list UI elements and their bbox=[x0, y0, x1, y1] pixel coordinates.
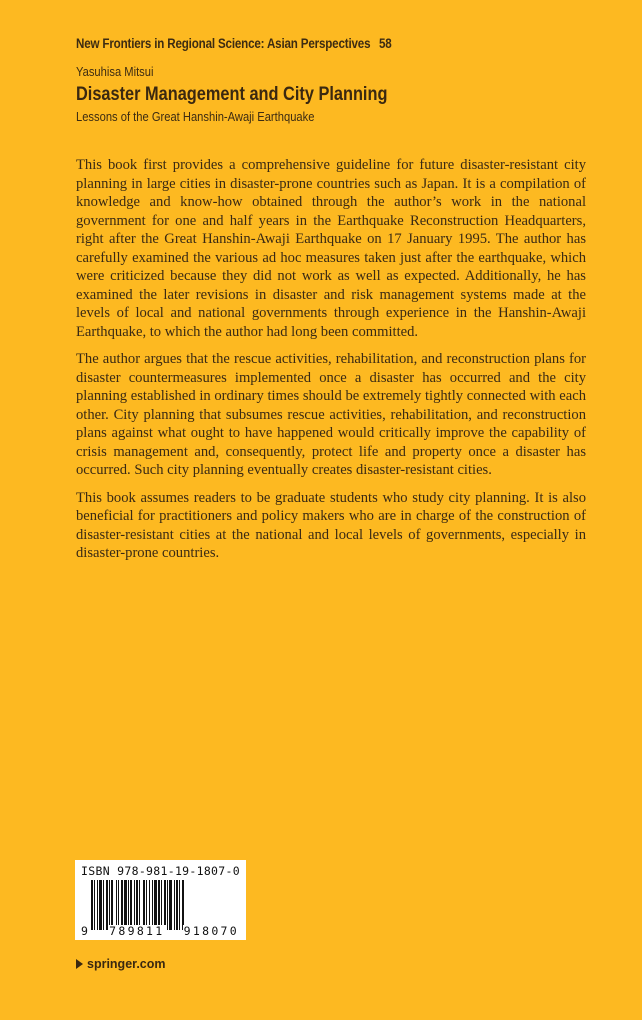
book-title: Disaster Management and City Planning bbox=[76, 84, 388, 105]
isbn-barcode bbox=[75, 860, 246, 940]
barcode-bars bbox=[91, 880, 239, 930]
series-line bbox=[76, 36, 392, 51]
springer-link[interactable] bbox=[76, 957, 166, 971]
isbn-label: ISBN 978-981-19-1807-0 bbox=[81, 864, 240, 878]
blurb-text bbox=[76, 156, 586, 572]
barcode-lead-digit: 9 bbox=[81, 925, 91, 937]
barcode-left-group: 789811 bbox=[109, 924, 165, 938]
series-volume: 58 bbox=[378, 36, 392, 51]
triangle-right-icon bbox=[76, 959, 83, 969]
springer-link-label: springer.com bbox=[87, 957, 166, 971]
barcode-right-group: 918070 bbox=[183, 924, 239, 938]
blurb-paragraph: The author argues that the rescue activities, rehabilitation, and reconstruction plans for disaster countermeasures implemented once a disaster has occurred and the city planning established in ordinary times should be extremely tightly connected with each other. City planning that subsumes rescue activities, rehabilitation, and reconstruction plans against what ought to have happened would critically improve the capability of crisis management and, consequently, protect life and property once a disaster has occurred. Such city planning eventually creates disaster-resistant cities. bbox=[76, 351, 586, 478]
barcode-digits bbox=[81, 925, 240, 937]
author-name: Yasuhisa Mitsui bbox=[76, 64, 154, 79]
blurb-paragraph: This book first provides a comprehensive guideline for future disaster-resistant city planning in large cities in disaster-prone countries such as Japan. It is a compilation of knowledge and know-how obtained through the author’s work in the national government for one and half years in the Earthquake Reconstruction Headquarters, right after the Great Hanshin-Awaji Earthquake on 17 January 1995. The author has carefully examined the various ad hoc measures taken just after the earthquake, which were criticized because they did not work as well as expected. Additionally, he has examined the later revisions in disaster and risk management systems made at the levels of local and national governments through experience in the Hanshin-Awaji Earthquake, to which the author had long been committed. bbox=[76, 157, 586, 340]
blurb-paragraph: This book assumes readers to be graduate students who study city planning. It is also beneficial for practitioners and policy makers who are in charge of the construction of disaster-resistant cities at the national and local levels of governments, especially in disaster-prone countries. bbox=[76, 489, 586, 561]
series-name: New Frontiers in Regional Science: Asian Perspectives bbox=[76, 36, 371, 51]
book-subtitle: Lessons of the Great Hanshin-Awaji Earthquake bbox=[76, 109, 315, 124]
